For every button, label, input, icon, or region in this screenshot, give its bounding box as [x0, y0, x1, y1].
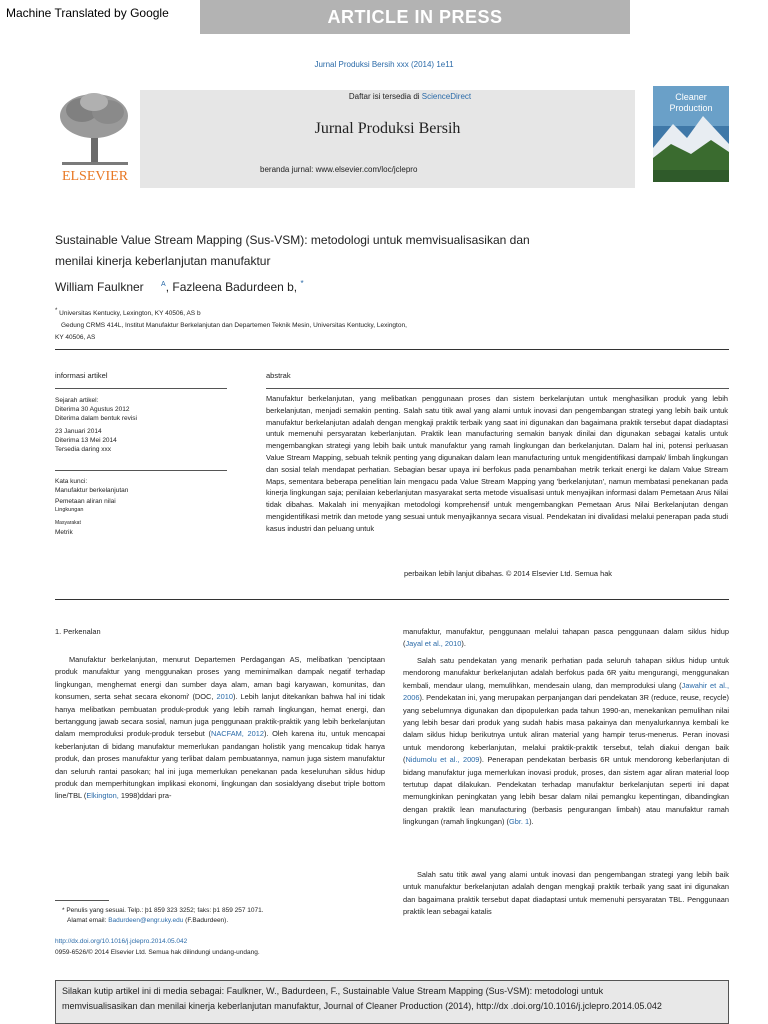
footnote-phone: * Penulis yang sesuai. Telp.: þ1 859 323 3252; faks: þ1 859 257 1071.: [62, 907, 264, 914]
author-email-link[interactable]: Badurdeen@engr.uky.edu: [108, 917, 184, 924]
paper-title-line2: menilai kinerja keberlanjutan manufaktur: [55, 254, 271, 268]
article-in-press-banner: ARTICLE IN PRESS: [200, 0, 630, 34]
aff-mark: *: [55, 308, 58, 314]
keyword: Manufaktur berkelanjutan: [55, 487, 129, 494]
footnote-corresponding: * Penulis yang sesuai. Telp.: þ1 859 323 3252; faks: þ1 859 257 1071. Alamat email: Badurdeen@engr.uky.edu (F.Badurdeen).: [62, 906, 382, 926]
journal-citation-line[interactable]: Jurnal Produksi Bersih xxx (2014) 1e11: [314, 60, 454, 69]
author-2: , Fazleena Badurdeen b,: [165, 280, 298, 294]
affiliations: [55, 305, 575, 344]
svg-text:Production: Production: [669, 103, 713, 113]
footnote-rule: [55, 900, 109, 901]
cite-line-1: Silakan kutip artikel ini di media sebagai: Faulkner, W., Badurdeen, F., Sustainable Value Stream Mapping (Sus-VSM): metodologi untuk: [62, 986, 604, 996]
ref-elkington[interactable]: Elkington,: [86, 791, 119, 801]
history-revised-date: 23 Januari 2014: [55, 428, 102, 435]
author-1: William Faulkner: [55, 280, 144, 294]
journal-title: Jurnal Produksi Bersih: [314, 120, 461, 137]
elsevier-tree-icon: [52, 88, 138, 184]
article-info-heading: informasi artikel: [55, 371, 108, 380]
cite-line-2: memvisualisasikan dan menilai kinerja keberlanjutan manufaktur, Journal of Cleaner Production (2014), http://dx .doi.org/10.1016/j.jclepro.2014.05.042: [62, 1001, 662, 1011]
abstract-last-line: perbaikan lebih lanjut dibahas. © 2014 Elsevier Ltd. Semua hak: [404, 569, 612, 578]
affiliation-3: KY 40506, AS: [55, 334, 96, 342]
body-left-paragraph: Manufaktur berkelanjutan, menurut Departemen Perdagangan AS, melibatkan 'penciptaan produk manufaktur yang menggunakan proses yang meminimalkan dampak negatif terhadap lingkungan, menghemat energi dan sumber daya alam, aman bagi karyawan, komunitas, dan konsumen, serta sehat secara ekonomi' (DOC, 2010). Lebih lanjut ditekankan bahwa hal ini tidak hanya melibatkan pembuatan produk-produk yang lebih ramah lingkungan, hemat energi, dan bertanggung jawab secara sosial, namun juga penggunaan praktik-praktik yang lebih berkelanjutan dalam memproduksi produk-produk tersebut (NACFAM, 2012). Oleh karena itu, untuk mencapai keberlanjutan di bidang manufaktur memerlukan pandangan holistik yang mencakup tidak hanya produk, dan proses manufaktur yang terlibat dalam pembuatannya, namun juga sistem manufaktur dan seluruh rantai pasokan; hal ini juga memerlukan penekanan pada keseluruhan siklus hidup produk dan memperhitungkan implikasi ekonomi, lingkungan dan sosialdyang disebut triple bottom line/TBL (Elkington, 1998)ddari pra-: [55, 655, 385, 801]
history-revised: Diterima dalam bentuk revisi: [55, 415, 138, 422]
ref-figure-1[interactable]: Gbr. 1: [509, 817, 530, 827]
affiliation-1: Universitas Kentucky, Lexington, KY 40506, AS b: [59, 310, 201, 318]
keywords-rule: [55, 470, 227, 471]
ref-nidumolu-2009[interactable]: Nidumolu et al., 2009: [405, 755, 480, 765]
divider-top: [55, 349, 729, 350]
paper-title: [55, 230, 645, 272]
cite-this-article-box: [55, 980, 729, 1024]
available-prefix: Daftar isi tersedia di: [348, 92, 422, 101]
elsevier-logo-text: ELSEVIER: [61, 169, 129, 184]
journal-cover-image: [653, 86, 729, 182]
keyword: Pemetaan aliran nilai: [55, 498, 116, 505]
author-list: [55, 279, 304, 294]
ref-jayal-2010[interactable]: Jayal et al., 2010: [405, 639, 462, 649]
section-heading: 1. Perkenalan: [55, 627, 101, 636]
history-accepted: Diterima 13 Mei 2014: [55, 437, 117, 444]
abstract-rule: [266, 388, 729, 389]
article-info-rule: [55, 388, 227, 389]
history-online: Tersedia daring xxx: [55, 446, 111, 453]
body-right-paragraph-1: manufaktur, manufaktur, penggunaan melalui tahapan pasca penggunaan dalam siklus hidup (Jayal et al., 2010).: [403, 627, 729, 649]
divider-bottom: [55, 599, 729, 600]
ref-jawahir-2006[interactable]: Jawahir et al., 2006: [403, 680, 729, 703]
copyright-line: 0959-6526/© 2014 Elsevier Ltd. Semua hak dilindungi undang-undang.: [55, 949, 260, 956]
author-1-mark[interactable]: A: [161, 281, 166, 288]
machine-translated-label: Machine Translated by Google: [6, 6, 169, 20]
article-history: [55, 396, 235, 454]
svg-text:Cleaner: Cleaner: [675, 92, 707, 102]
body-right-paragraph-2: Salah satu pendekatan yang menarik perhatian pada seluruh tahapan siklus hidup untuk mendorong manufaktur berkelanjutan adalah berfokus pada 6R yaitu mengurangi, menggunakan kembali, mendaur ulang, memulihkan, mendesain ulang, dan memproduksi ulang (Jawahir et al., 2006). Pendekatan ini, yang merupakan perpanjangan dari pendekatan 3R (reduce, reuse, recycle) yang sebelumnya digunakan dan dipopulerkan pada tahun 1990-an, menekankan pemulihan nilai yang lebih besar dari produk yang sudah habis masa pakainya dan menyalurkannya kembali ke dalam siklus hidup berikutnya untuk aliran material yang hampir terus-menerus. Peran inovasi untuk mendorong keberlanjutan, melalui praktik-praktik tersebut, telah diakui dengan baik (Nidumolu et al., 2009). Penerapan pendekatan berbasis 6R untuk mendorong keberlanjutan di bidang manufaktur juga memerlukan inovasi produk, proses, dan sistem agar aliran material loop tertutup dapat dilakukan. Pendekatan terhadap manufaktur berkelanjutan seperti ini dapat memungkinkan peningkatan yang lebih besar dalam nilai pemangku kepentingan, dibandingkan dengan praktik lean manufacturing (berbasis pengurangan limbah) atau manufaktur ramah lingkungan (ramah lingkungan) (Gbr. 1).: [403, 656, 730, 827]
body-right-paragraph-3: Salah satu titik awal yang alami untuk inovasi dan pengembangan strategi yang lebih baik untuk manufaktur berkelanjutan adalah dengan mengkaji praktik terbaik yang saat ini digunakan dan bagaimana praktik tersebut dapat diadaptasi untuk memenuhi persyaratan TBL. Penggunaan praktik lean sebagai katalis: [403, 870, 729, 917]
paper-title-line1: Sustainable Value Stream Mapping (Sus-VSM): metodologi untuk memvisualisasikan dan: [55, 233, 530, 247]
keywords-label: Kata kunci:: [55, 478, 88, 485]
abstract-heading: abstrak: [266, 371, 291, 380]
history-received: Diterima 30 Agustus 2012: [55, 406, 130, 413]
elsevier-logo: [52, 88, 138, 184]
abstract-text: Manufaktur berkelanjutan, yang melibatkan penggunaan proses dan sistem berkelanjutan untuk menghasilkan produk yang lebih berkelanjutan, menjadi semakin penting. Salah satu titik awal yang alami untuk inovasi dan pengembangan strategi yang lebih baik untuk manufaktur berkelanjutan adalah dengan mengkaji praktik terbaik yang saat ini digunakan dan bagaimana praktik tersebut dapat diadaptasi untuk memenuhi persyaratan keberlanjutan. Praktik lean manufacturing semakin banyak dinilai dan digunakan sebagai katalis untuk mengembangkan strategi yang lebih baik untuk manufaktur yang ramah lingkungan dan berkelanjutan. Dalam hal ini, potensi perluasan Value Stream Mapping, sebuah teknik penting yang digunakan dalam lean manufacturing untuk mengidentifikasi dampak/ limbah lingkungan dan sosial telah mendapat perhatian. Sebagian besar upaya ini berfokus pada penambahan metrik terkait energi ke dalam Value Stream Maps, sementara beberapa penelitian lain mengacu pada Value Stream Mapping yang 'berkelanjutan', namun membatasi penekanan pada kinerja lingkungan saja; penilaian keberlanjutan masyarakat serta metode visualisasi untuk menyajikan informasi dalam Pemetaan Arus Nilai tidak dibahas. Makalah ini menyajikan metodologi komprehensif untuk mengembangkan Pemetaan Arus Nilai Berkelanjutan dengan mengidentifikasi metrik dan metode yang sesuai untuk menyajikannya secara visual. Pendekatan ini divalidasi melalui penerapan pada studi kasus industri dan peluang untuk: [266, 394, 728, 533]
ref-doc-2010[interactable]: 2010: [216, 692, 233, 702]
keyword: Lingkungan: [55, 507, 84, 513]
sciencedirect-link[interactable]: ScienceDirect: [421, 92, 472, 101]
doi-link[interactable]: http://dx.doi.org/10.1016/j.jclepro.2014.05.042: [55, 938, 188, 945]
corresponding-author-mark[interactable]: *: [300, 279, 304, 288]
keyword: Metrik: [55, 529, 73, 536]
keyword: Masyarakat: [55, 520, 81, 526]
available-at: [200, 92, 620, 101]
keywords-block: [55, 477, 235, 537]
affiliation-2: Gedung CRMS 414L, Institut Manufaktur Berkelanjutan dan Departemen Teknik Mesin, Universitas Kentucky, Lexington,: [61, 322, 407, 330]
ref-nacfam-2012[interactable]: NACFAM, 2012: [210, 729, 264, 739]
history-label: Sejarah artikel:: [55, 397, 99, 404]
journal-homepage[interactable]: beranda jurnal: www.elsevier.com/loc/jclepro: [260, 165, 418, 174]
